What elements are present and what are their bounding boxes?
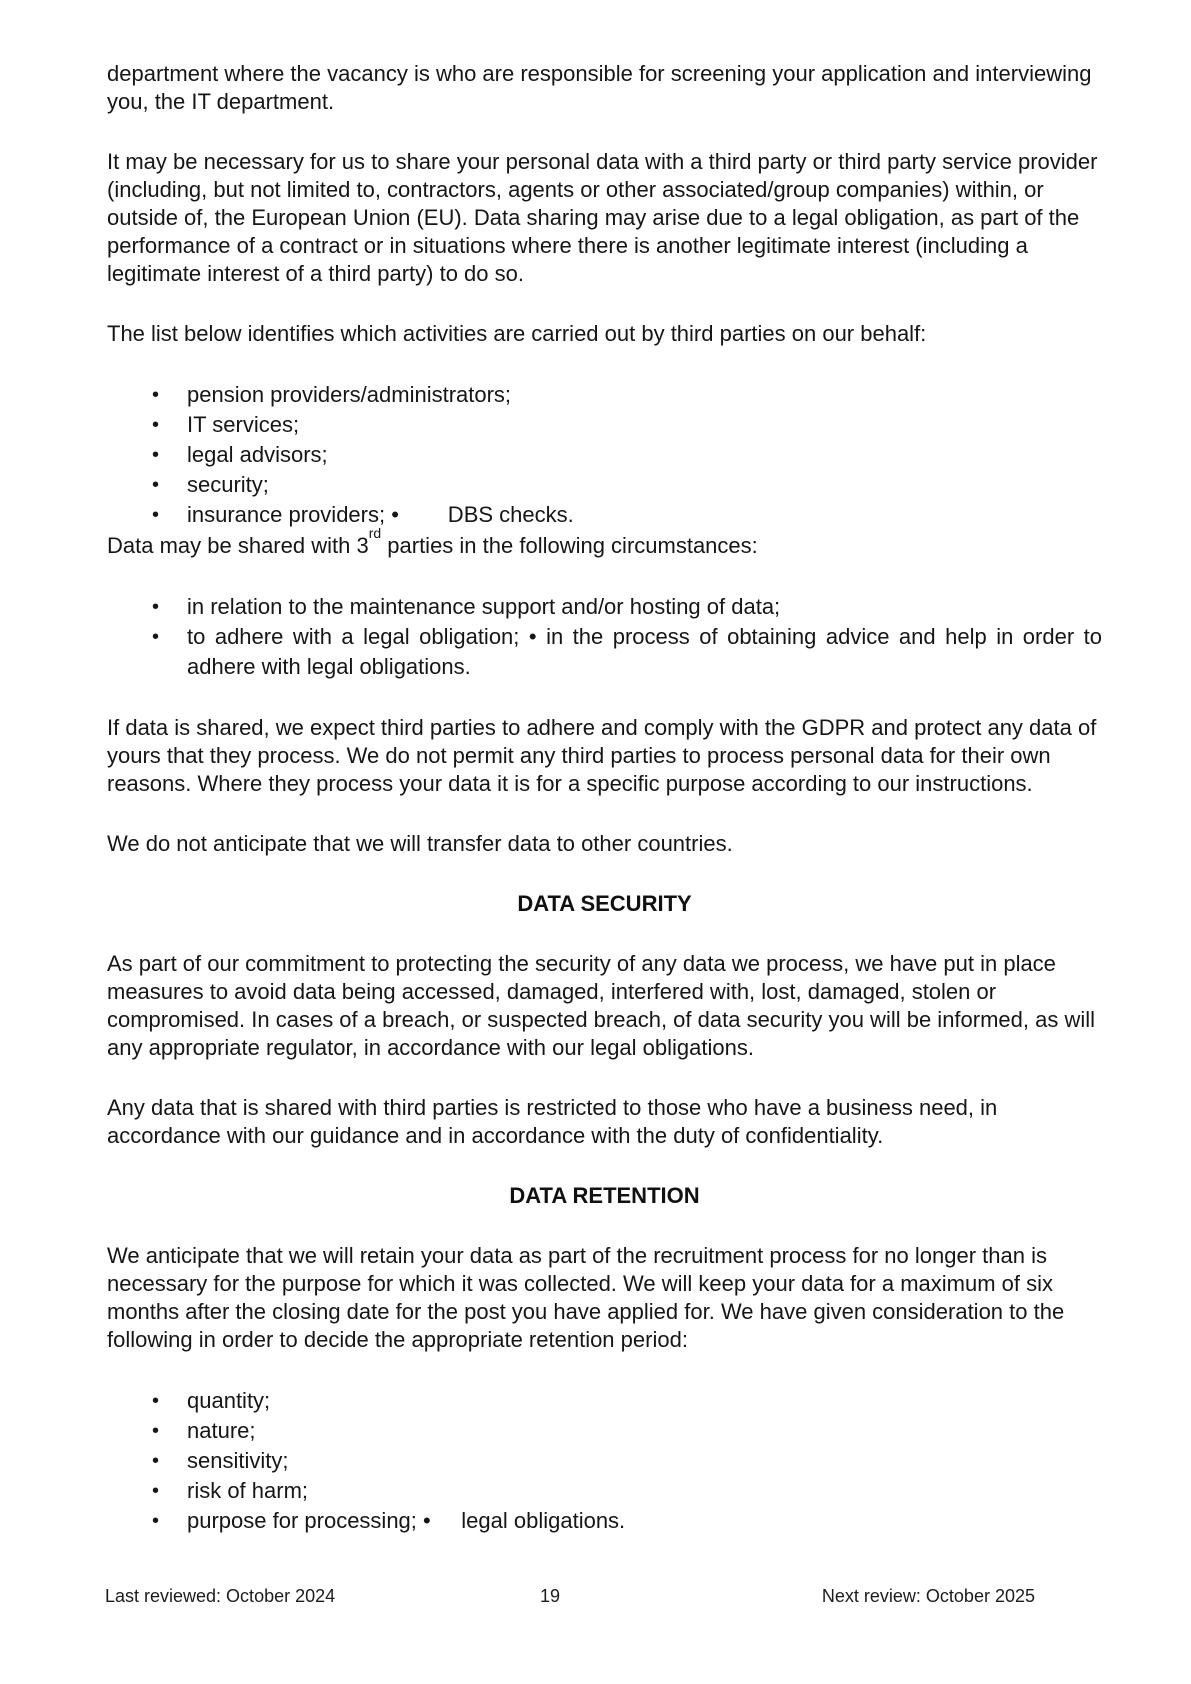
paragraph-screening: department where the vacancy is who are responsible for screening your application and interviewing you, the IT department.	[107, 61, 1092, 114]
list-item	[107, 1446, 1102, 1476]
list-item-text: legal advisors;	[187, 442, 328, 467]
bullet-icon: •	[152, 504, 160, 526]
bullet-icon: •	[152, 1480, 160, 1502]
list-item	[107, 1506, 1102, 1536]
bullet-icon: •	[152, 474, 160, 496]
list-item	[107, 1386, 1102, 1416]
footer-last-reviewed: Last reviewed: October 2024	[105, 1586, 336, 1606]
list-item	[107, 380, 1102, 410]
heading-data-retention: DATA RETENTION	[509, 1183, 700, 1208]
list-item-text: security;	[187, 472, 269, 497]
bullet-icon: •	[152, 384, 160, 406]
list-item-text: insurance providers; • DBS checks.	[187, 502, 574, 527]
ordinal-superscript: rd	[368, 524, 382, 541]
list-item-text: quantity;	[187, 1388, 271, 1413]
list-item-text: IT services;	[187, 412, 300, 437]
bullet-icon: •	[152, 444, 160, 466]
list-item-text: purpose for processing; • legal obligations.	[187, 1508, 626, 1533]
footer-page-number: 19	[539, 1586, 561, 1606]
list-item	[107, 1476, 1102, 1506]
text-segment: Data may be shared with 3	[107, 533, 369, 558]
list-item	[107, 410, 1102, 440]
third-party-activities-list	[107, 380, 1102, 530]
list-item-text: nature;	[187, 1418, 256, 1443]
list-item	[107, 440, 1102, 470]
paragraph-no-transfer: We do not anticipate that we will transfer data to other countries.	[107, 831, 733, 856]
page-footer	[0, 1584, 1191, 1614]
bullet-icon: •	[152, 1510, 160, 1532]
bullet-icon: •	[152, 596, 160, 618]
paragraph-list-intro: The list below identifies which activities are carried out by third parties on our behalf:	[107, 321, 927, 346]
list-item-text: sensitivity;	[187, 1448, 289, 1473]
document-content	[107, 60, 1102, 1536]
heading-data-security: DATA SECURITY	[517, 891, 692, 916]
bullet-icon: •	[152, 1390, 160, 1412]
list-item-text: risk of harm;	[187, 1478, 309, 1503]
paragraph-retention-period: We anticipate that we will retain your data as part of the recruitment process for no longer than is necessary for the purpose for which it was collected. We will keep your data for a maximum of six months after the closing date for the post you have applied for. We have given consideration to the following in order to decide the appropriate retention period:	[107, 1243, 1065, 1352]
paragraph-data-sharing: It may be necessary for us to share your personal data with a third party or third party service provider (including, but not limited to, contractors, agents or other associated/group companies) within, or outside of, the European Union (EU). Data sharing may arise due to a legal obligation, as part of the performance of a contract or in situations where there is another legitimate interest (including a legitimate interest of a third party) to do so.	[107, 149, 1098, 286]
bullet-icon: •	[152, 1450, 160, 1472]
retention-criteria-list	[107, 1386, 1102, 1536]
list-item	[107, 592, 1102, 622]
list-item-text: pension providers/administrators;	[187, 382, 512, 407]
footer-next-review: Next review: October 2025	[821, 1586, 1035, 1606]
paragraph-third-parties-circumstances	[107, 524, 1102, 560]
text-segment: parties in the following circumstances:	[381, 533, 758, 558]
list-item-text: to adhere with a legal obligation; • in the process of obtaining advice and help in order to adhere with legal obligations.	[187, 624, 1102, 679]
bullet-icon: •	[152, 626, 160, 648]
list-item	[107, 622, 1102, 682]
sharing-circumstances-list	[107, 592, 1102, 682]
list-item-text: in relation to the maintenance support and/or hosting of data;	[187, 594, 781, 619]
list-item	[107, 470, 1102, 500]
paragraph-gdpr-compliance: If data is shared, we expect third parties to adhere and comply with the GDPR and protect any data of yours that they process. We do not permit any third parties to process personal data for their own reasons. Where they process your data it is for a specific purpose according to our instructions.	[107, 715, 1097, 796]
bullet-icon: •	[152, 414, 160, 436]
list-item	[107, 500, 1102, 530]
paragraph-business-need: Any data that is shared with third parties is restricted to those who have a business need, in accordance with our guidance and in accordance with the duty of confidentiality.	[107, 1095, 998, 1148]
bullet-icon: •	[152, 1420, 160, 1442]
paragraph-security-measures: As part of our commitment to protecting the security of any data we process, we have put in place measures to avoid data being accessed, damaged, interfered with, lost, damaged, stolen or compromised. In cases of a breach, or suspected breach, of data security you will be informed, as will any appropriate regulator, in accordance with our legal obligations.	[107, 951, 1096, 1060]
list-item	[107, 1416, 1102, 1446]
